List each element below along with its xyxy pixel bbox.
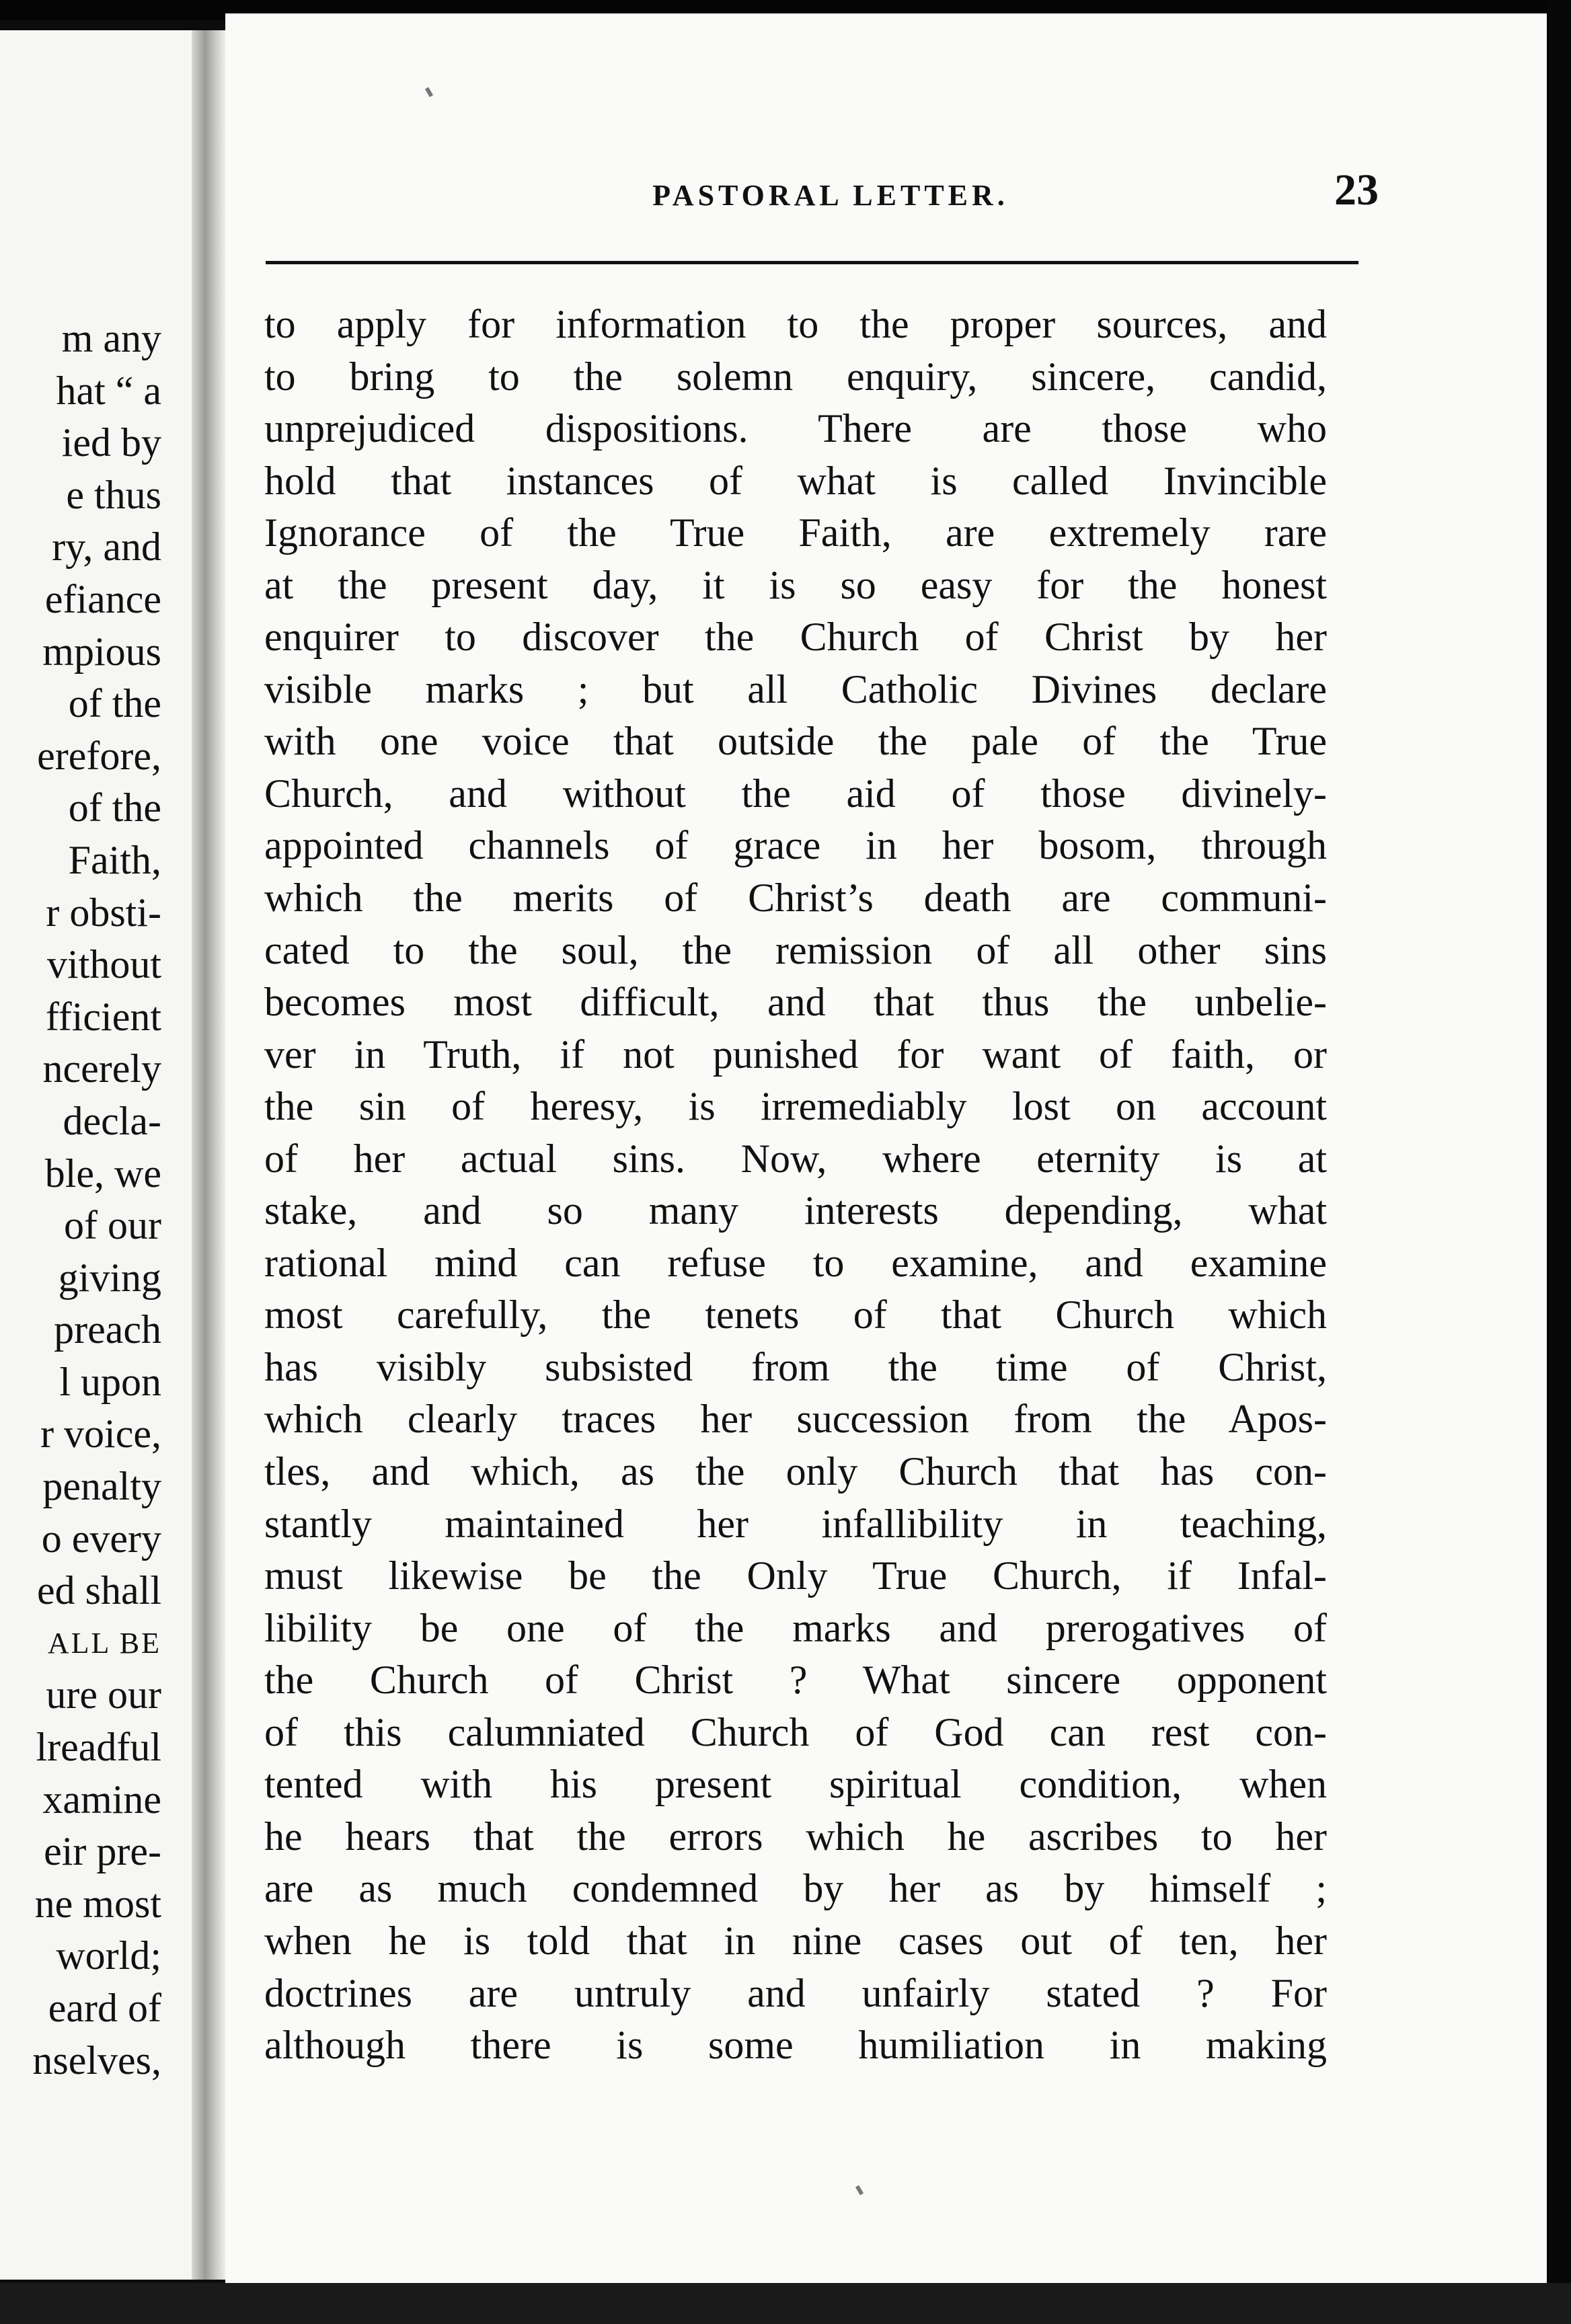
text-line: efiance [44, 576, 161, 621]
text-line: Faith, [68, 837, 161, 882]
text-line: preach [54, 1307, 161, 1352]
text-line: must likewise be the Only True Church, if Infal- [264, 1553, 1327, 1598]
text-line: r obsti- [46, 890, 161, 935]
text-line: stantly maintained her infallibility in teaching, [264, 1501, 1327, 1546]
text-line: with one voice that outside the pale of the True [264, 719, 1327, 764]
text-line: ure our [46, 1672, 161, 1717]
text-line: ied by [61, 420, 161, 465]
text-line: visible marks ; but all Catholic Divines declare [264, 666, 1327, 711]
text-line: mpious [42, 629, 161, 674]
text-line: e thus [66, 472, 161, 517]
text-line: fficient [45, 994, 161, 1039]
text-line: eir pre- [44, 1829, 161, 1874]
text-line: ne most [34, 1881, 161, 1926]
text-line: of the [68, 785, 161, 830]
text-line: vithout [46, 942, 161, 987]
text-line: world; [56, 1933, 161, 1978]
text-line: has visibly subsisted from the time of Christ, [264, 1344, 1327, 1389]
text-line: of the [68, 681, 161, 726]
text-line: are as much condemned by her as by himself ; [264, 1866, 1327, 1911]
text-line: which clearly traces her succession from the Apos- [264, 1397, 1327, 1442]
text-line: to apply for information to the proper sources, and [264, 302, 1327, 346]
text-line: libility be one of the marks and prerogatives of [264, 1605, 1327, 1650]
text-line: penalty [42, 1464, 161, 1509]
text-line: ver in Truth, if not punished for want of faith, or [264, 1032, 1327, 1077]
text-line: hat “ a [56, 368, 161, 413]
text-line: hold that instances of what is called Invincible [264, 458, 1327, 503]
text-line: giving [58, 1255, 161, 1300]
text-line: r voice, [40, 1411, 161, 1457]
text-line: decla- [63, 1098, 161, 1143]
text-line: of this calumniated Church of God can rest con- [264, 1709, 1327, 1754]
text-line: rational mind can refuse to examine, and examine [264, 1240, 1327, 1285]
text-line: nselves, [32, 2038, 161, 2083]
text-line: the sin of heresy, is irremediably lost on account [264, 1084, 1327, 1129]
body-text [264, 299, 1327, 2072]
text-line: ed shall [37, 1568, 161, 1613]
text-line: he hears that the errors which he ascribes to her [264, 1814, 1327, 1859]
book-gutter [192, 30, 225, 2280]
text-line: although there is some humiliation in making [264, 2023, 1327, 2068]
text-line: ry, and [52, 525, 161, 570]
text-line: most carefully, the tenets of that Church which [264, 1292, 1327, 1338]
text-line: of her actual sins. Now, where eternity is at [264, 1136, 1327, 1181]
text-line: Ignorance of the True Faith, are extremely rare [264, 510, 1327, 555]
text-line: to bring to the solemn enquiry, sincere, candid, [264, 354, 1327, 399]
text-line: l upon [59, 1359, 161, 1404]
page-number: 23 [1334, 165, 1379, 215]
scan-border-bottom [0, 2283, 1571, 2324]
previous-page-text [0, 313, 161, 2087]
text-line: of our [64, 1203, 161, 1248]
text-line: ble, we [44, 1151, 161, 1196]
text-line: stake, and so many interests depending, what [264, 1188, 1327, 1233]
text-line: ALL BE [47, 1626, 161, 1660]
scan-border-right [1547, 0, 1571, 2324]
text-line: erefore, [37, 733, 161, 778]
scan-speck [855, 2185, 864, 2195]
text-line: appointed channels of grace in her bosom, through [264, 823, 1327, 868]
header-rule [266, 261, 1358, 264]
text-line: eard of [48, 1986, 161, 2030]
text-line: tles, and which, as the only Church that has con- [264, 1449, 1327, 1494]
previous-page-fragment [0, 30, 192, 2280]
scan-speck [425, 87, 433, 97]
running-head: PASTORAL LETTER. [652, 179, 1009, 212]
text-line: at the present day, it is so easy for the honest [264, 562, 1327, 607]
text-line: unprejudiced dispositions. There are those who [264, 406, 1327, 451]
text-line: doctrines are untruly and unfairly stated ? For [264, 1970, 1327, 2015]
text-line: m any [61, 316, 161, 360]
text-line: when he is told that in nine cases out of ten, her [264, 1918, 1327, 1963]
text-line: lreadful [36, 1725, 161, 1770]
current-page [225, 13, 1547, 2283]
text-line: becomes most difficult, and that thus the unbelie- [264, 980, 1327, 1025]
text-line: tented with his present spiritual condition, when [264, 1762, 1327, 1807]
text-line: which the merits of Christ’s death are communi- [264, 876, 1327, 921]
text-line: Church, and without the aid of those divinely- [264, 771, 1327, 816]
text-line: ncerely [42, 1046, 161, 1091]
text-line: the Church of Christ ? What sincere opponent [264, 1658, 1327, 1703]
text-line: o every [41, 1516, 161, 1561]
text-line: cated to the soul, the remission of all other sins [264, 927, 1327, 972]
text-line: xamine [42, 1777, 161, 1822]
text-line: enquirer to discover the Church of Christ by her [264, 615, 1327, 660]
